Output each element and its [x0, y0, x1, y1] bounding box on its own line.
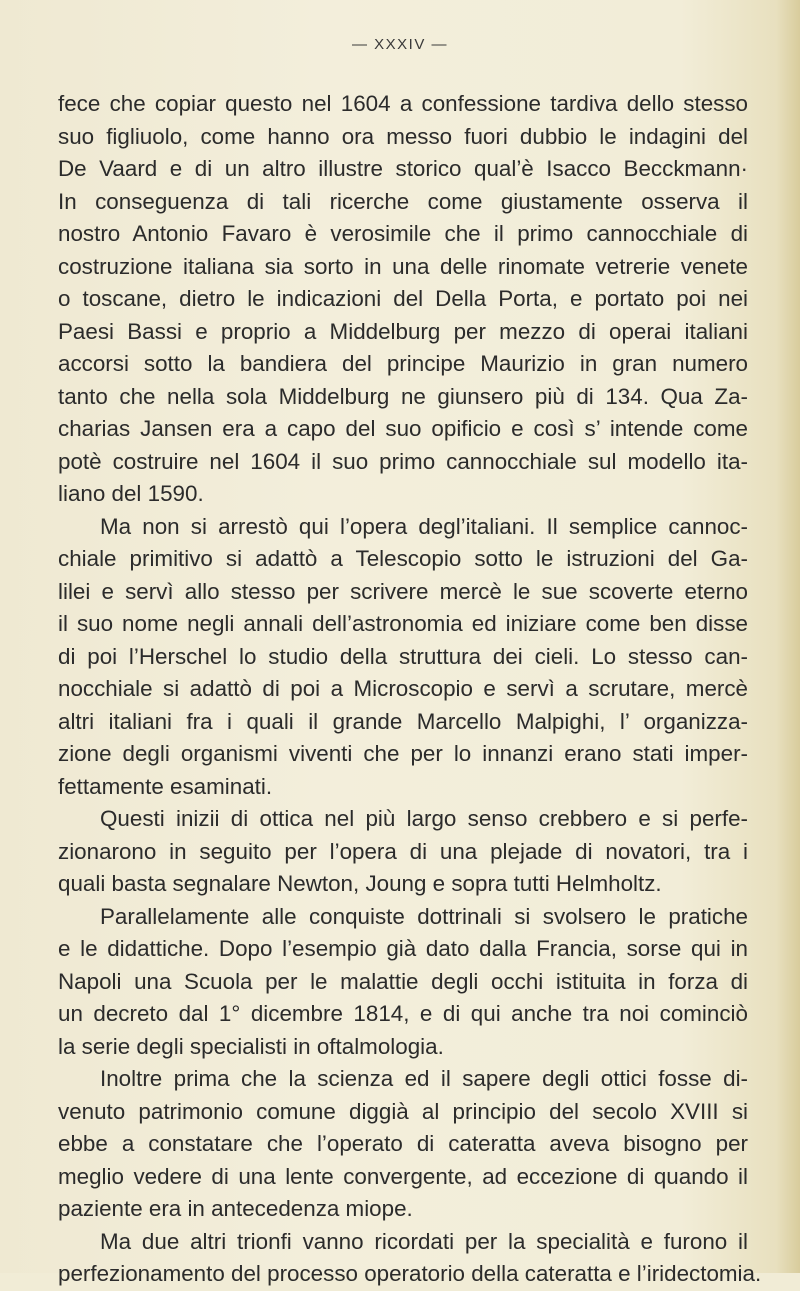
page-header: — XXXIV — — [351, 36, 449, 53]
text-line: ebbe a constatare che l’operato di cateratta aveva bisogno per — [58, 1131, 748, 1156]
text-line: la serie degli specialisti in oftalmologia. — [58, 1033, 444, 1059]
text-line: charias Jansen era a capo del suo opificio e così s’ intende come — [58, 416, 748, 441]
text-line: Paesi Bassi e proprio a Middelburg per mezzo di operai italiani — [58, 318, 748, 344]
body-text — [58, 88, 762, 1291]
text-line: il suo nome negli annali dell’astronomia ed iniziare come ben disse — [58, 611, 748, 636]
text-line: Inoltre prima che la scienza ed il sapere degli ottici fosse di- — [100, 1066, 748, 1091]
text-line: nocchiale si adattò di poi a Microscopio e servì a scrutare, mercè — [58, 676, 748, 701]
text-line: suo figliuolo, come hanno ora messo fuori dubbio le indagini del — [58, 123, 748, 149]
text-line: potè costruire nel 1604 il suo primo cannocchiale sul modello ita- — [58, 448, 748, 474]
text-line: o toscane, dietro le indicazioni del Della Porta, e portato poi nei — [58, 286, 748, 311]
text-line: meglio vedere di una lente convergente, ad eccezione di quando il — [58, 1163, 748, 1189]
text-line: Parallelamente alle conquiste dottrinali si svolsero le pratiche — [100, 903, 748, 929]
text-line: In conseguenza di tali ricerche come giustamente osserva il — [58, 188, 748, 214]
text-line: di poi l’Herschel lo studio della struttura dei cieli. Lo stesso can- — [58, 643, 748, 669]
text-line: altri italiani fra i quali il grande Marcello Malpighi, l’ organizza- — [58, 708, 748, 734]
text-line: costruzione italiana sia sorto in una delle rinomate vetrerie venete — [58, 253, 748, 279]
text-line: perfezionamento del processo operatorio della cateratta e l’iridectomia. — [58, 1261, 762, 1286]
text-line: un decreto dal 1° dicembre 1814, e di qui anche tra noi cominciò — [58, 1001, 748, 1026]
text-line: zione degli organismi viventi che per lo innanzi erano stati imper- — [58, 741, 748, 766]
text-line: Ma non si arrestò qui l’opera degl’italiani. Il semplice cannoc- — [100, 513, 748, 539]
text-line: De Vaard e di un altro illustre storico qual’è Isacco Becckmann· — [58, 156, 748, 181]
text-line: Questi inizii di ottica nel più largo senso crebbero e si perfe- — [100, 806, 748, 831]
text-line: liano del 1590. — [58, 481, 204, 506]
text-line: fece che copiar questo nel 1604 a confessione tardiva dello stesso — [58, 91, 748, 116]
text-line: venuto patrimonio comune diggià al principio del secolo XVIII si — [58, 1098, 748, 1124]
text-line: tanto che nella sola Middelburg ne giunsero più di 134. Qua Za- — [58, 383, 748, 409]
text-line: Ma due altri trionfi vanno ricordati per la specialità e furono il — [100, 1228, 748, 1254]
text-line: paziente era in antecedenza miope. — [58, 1196, 413, 1221]
text-line: accorsi sotto la bandiera del principe Maurizio in gran numero — [58, 351, 748, 376]
text-line: lilei e servì allo stesso per scrivere mercè le sue scoverte eterno — [58, 578, 748, 604]
text-line: fettamente esaminati. — [58, 773, 273, 799]
text-line: e le didattiche. Dopo l’esempio già dato dalla Francia, sorse qui in — [58, 936, 748, 961]
text-line: Napoli una Scuola per le malattie degli occhi istituita in forza di — [58, 968, 748, 994]
text-line: zionarono in seguito per l’opera di una plejade di novatori, tra i — [58, 838, 748, 864]
text-line: quali basta segnalare Newton, Joung e sopra tutti Helmholtz. — [58, 871, 662, 896]
text-line: chiale primitivo si adattò a Telescopio sotto le istruzioni del Ga- — [58, 546, 748, 571]
text-line: nostro Antonio Favaro è verosimile che il primo cannocchiale di — [58, 221, 748, 246]
